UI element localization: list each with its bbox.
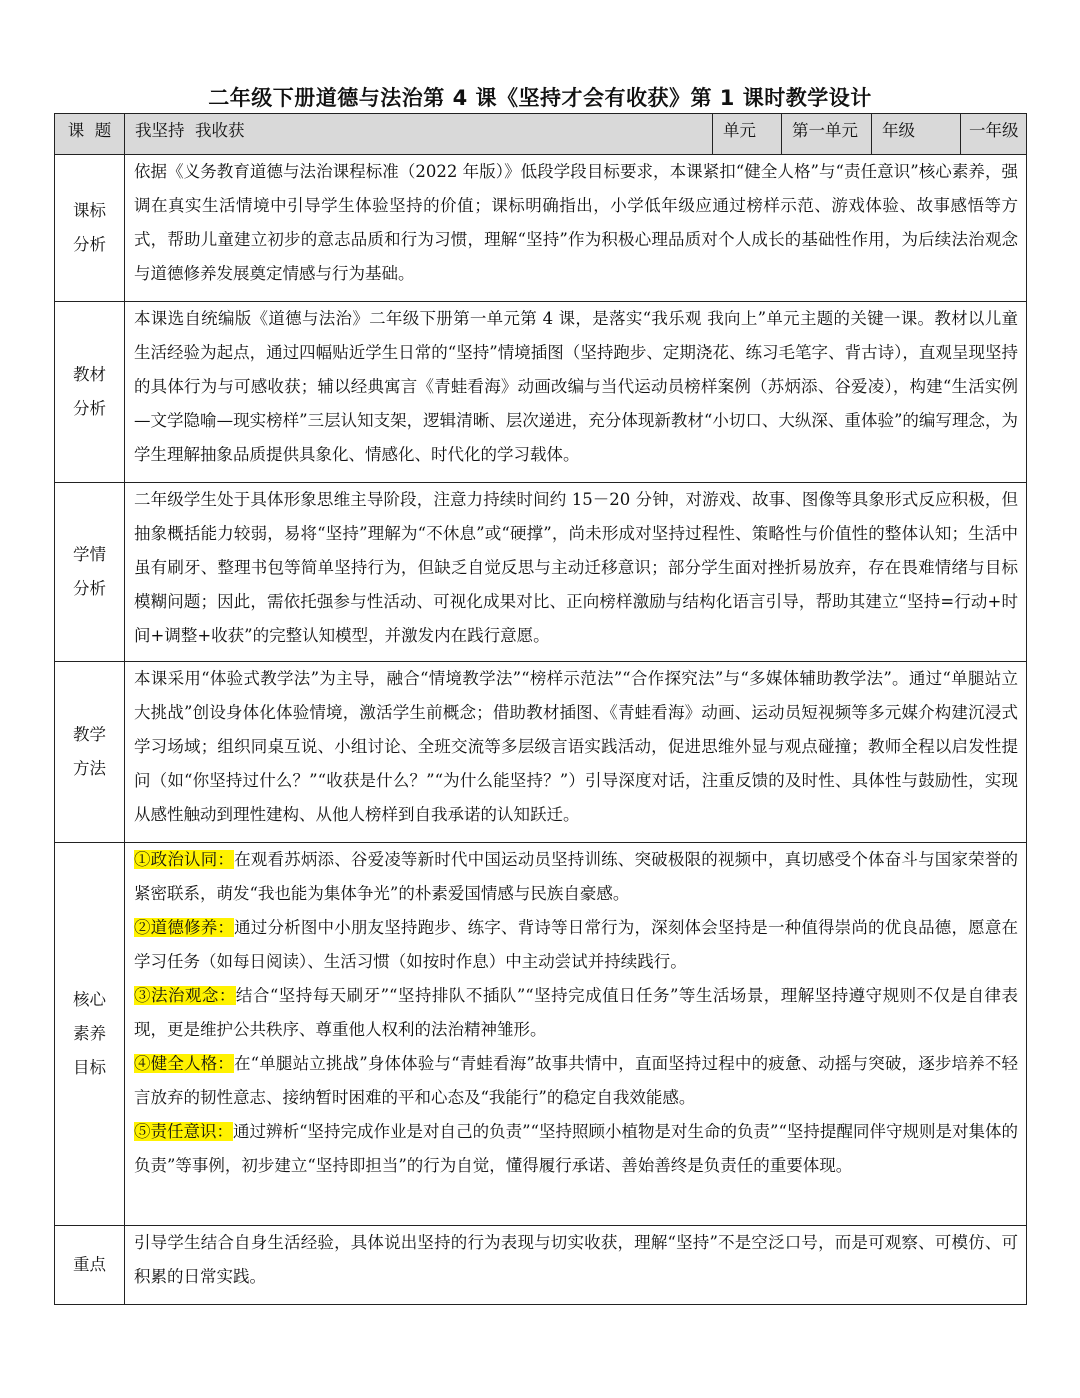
page-title: 二年级下册道德与法治第 4 课《坚持才会有收获》第 1 课时教学设计 — [208, 86, 872, 110]
textbook-label: 教材 分析 — [55, 302, 125, 483]
textbook-text: 本课选自统编版《道德与法治》二年级下册第一单元第 4 课，是落实“我乐观 我向上”单元主题的关键一课。教材以儿童生活经验为起点，通过四幅贴近学生日常的“坚持”情境插图（坚持跑步、定期浇花、练习毛笔字、背古诗），直观呈现坚持的具体行为与可感收获；辅以经典寓言《青蛙看海》动画改编与当代运动员榜样案例（苏炳添、谷爱凌），构建“生活实例—文学隐喻—现实榜样”三层认知支架，逻辑清晰、层次递进，充分体现新教材“小切口、大纵深、重体验”的编写理念，为学生理解抽象品质提供具象化、情感化、时代化的学习载体。 — [125, 302, 1027, 483]
method-row — [55, 662, 1027, 843]
goals-row — [55, 843, 1027, 1226]
goals-label: 核心 素养 目标 — [55, 843, 125, 1226]
goal-tag: ⑤责任意识： — [134, 1122, 234, 1141]
goal-text: 在观看苏炳添、谷爱凌等新时代中国运动员坚持训练、突破极限的视频中，真切感受个体奋斗与国家荣誉的紧密联系，萌发“我也能为集体争光”的朴素爱国情感与民族自豪感。 — [134, 850, 1019, 903]
curriculum-row — [55, 155, 1027, 302]
goal-item — [134, 979, 1018, 1047]
goal-item — [134, 843, 1018, 911]
unit-label: 单元 — [713, 114, 782, 155]
goal-tag: ②道德修养： — [134, 918, 235, 937]
students-row — [55, 483, 1027, 662]
goal-tag: ④健全人格： — [134, 1054, 234, 1073]
goal-text: 通过辨析“坚持完成作业是对自己的负责”“坚持照顾小植物是对生命的负责”“坚持提醒同伴守规则是对集体的负责”等事例，初步建立“坚持即担当”的行为自觉，懂得履行承诺、善始善终是负责任的重要体现。 — [134, 1122, 1019, 1175]
unit-value: 第一单元 — [782, 114, 872, 155]
topic-value: 我坚持 我收获 — [125, 114, 713, 155]
goal-text: 在“单腿站立挑战”身体体验与“青蛙看海”故事共情中，直面坚持过程中的疲惫、动摇与突破，逐步培养不轻言放弃的韧性意志、接纳暂时困难的平和心态及“我能行”的稳定自我效能感。 — [134, 1054, 1019, 1107]
goals-content — [125, 843, 1027, 1226]
lesson-plan-table — [54, 113, 1027, 1305]
goal-item — [134, 1047, 1018, 1115]
curriculum-text: 依据《义务教育道德与法治课程标准（2022 年版）》低段学段目标要求，本课紧扣“健全人格”与“责任意识”核心素养，强调在真实生活情境中引导学生体验坚持的价值；课标明确指出，小学低年级应通过榜样示范、游戏体验、故事感悟等方式，帮助儿童建立初步的意志品质和行为习惯，理解“坚持”作为积极心理品质对个人成长的基础性作用，为后续法治观念与道德修养发展奠定情感与行为基础。 — [125, 155, 1027, 302]
grade-label: 年级 — [872, 114, 961, 155]
method-text: 本课采用“体验式教学法”为主导，融合“情境教学法”“榜样示范法”“合作探究法”与“多媒体辅助教学法”。通过“单腿站立大挑战”创设身体化体验情境，激活学生前概念；借助教材插图、《青蛙看海》动画、运动员短视频等多元媒介构建沉浸式学习场域；组织同桌互说、小组讨论、全班交流等多层级言语实践活动，促进思维外显与观点碰撞；教师全程以启发性提问（如“你坚持过什么？”“收获是什么？”“为什么能坚持？”）引导深度对话，注重反馈的及时性、具体性与鼓励性，实现从感性触动到理性建构、从他人榜样到自我承诺的认知跃迁。 — [125, 662, 1027, 843]
grade-value: 一年级 — [961, 114, 1027, 155]
topic-label: 课 题 — [55, 114, 125, 155]
goal-tag: ①政治认同： — [134, 850, 235, 869]
focus-label: 重点 — [55, 1226, 125, 1305]
header-row — [55, 114, 1027, 155]
goal-text: 结合“坚持每天刷牙”“坚持排队不插队”“坚持完成值日任务”等生活场景，理解坚持遵守规则不仅是自律表现，更是维护公共秩序、尊重他人权利的法治精神雏形。 — [134, 986, 1018, 1039]
students-text: 二年级学生处于具体形象思维主导阶段，注意力持续时间约 15－20 分钟，对游戏、故事、图像等具象形式反应积极，但抽象概括能力较弱，易将“坚持”理解为“不休息”或“硬撑”，尚未形成对坚持过程性、策略性与价值性的整体认知；生活中虽有刷牙、整理书包等简单坚持行为，但缺乏自觉反思与主动迁移意识；部分学生面对挫折易放弃，存在畏难情绪与目标模糊问题；因此，需依托强参与性活动、可视化成果对比、正向榜样激励与结构化语言引导，帮助其建立“坚持=行动+时间+调整+收获”的完整认知模型，并激发内在践行意愿。 — [125, 483, 1027, 662]
students-label: 学情 分析 — [55, 483, 125, 662]
method-label: 教学 方法 — [55, 662, 125, 843]
goal-item — [134, 911, 1018, 979]
curriculum-label: 课标 分析 — [55, 155, 125, 302]
goal-item — [134, 1115, 1018, 1183]
focus-row — [55, 1226, 1027, 1305]
textbook-row — [55, 302, 1027, 483]
goal-tag: ③法治观念： — [134, 986, 236, 1005]
focus-text: 引导学生结合自身生活经验，具体说出坚持的行为表现与切实收获，理解“坚持”不是空泛口号，而是可观察、可模仿、可积累的日常实践。 — [125, 1226, 1027, 1305]
goal-text: 通过分析图中小朋友坚持跑步、练字、背诗等日常行为，深刻体会坚持是一种值得崇尚的优良品德，愿意在学习任务（如每日阅读）、生活习惯（如按时作息）中主动尝试并持续践行。 — [134, 918, 1019, 971]
